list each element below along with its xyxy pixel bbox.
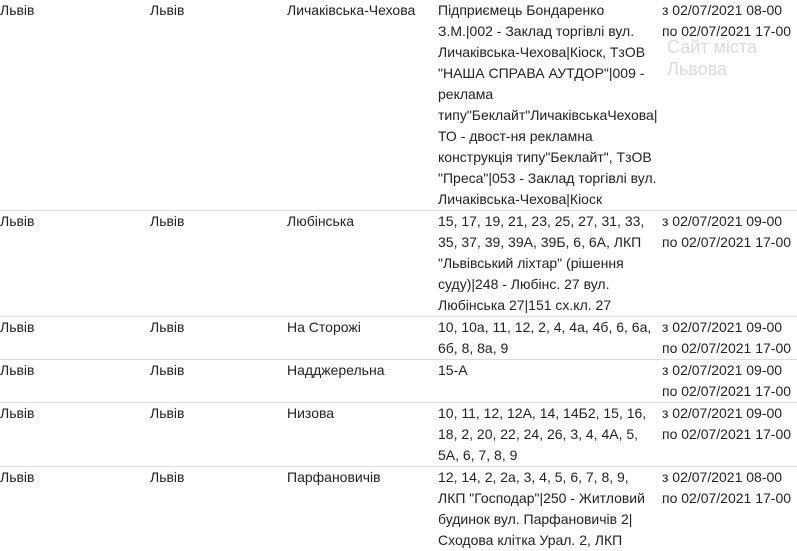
houses-line: Любінська 27|151 сх.кл. 27 <box>438 295 658 316</box>
city-cell: Львів <box>0 467 150 551</box>
time-cell <box>662 211 797 317</box>
time-cell <box>662 317 797 360</box>
time-end: по 02/07/2021 17-00 <box>662 232 797 253</box>
houses-cell <box>438 403 662 467</box>
houses-line: 6б, 8, 8а, 9 <box>438 338 658 359</box>
time-start: з 02/07/2021 08-00 <box>662 0 797 21</box>
houses-cell <box>438 0 662 211</box>
houses-line: будинок вул. Парфановичів 2| <box>438 509 658 530</box>
time-start: з 02/07/2021 09-00 <box>662 360 797 381</box>
time-start: з 02/07/2021 08-00 <box>662 467 797 488</box>
district-cell: Львів <box>150 211 287 317</box>
city-cell: Львів <box>0 211 150 317</box>
houses-line: ЛКП "Господар"|250 - Житловий <box>438 488 658 509</box>
table-row <box>0 317 797 360</box>
houses-line: 15-А <box>438 360 658 381</box>
city-cell: Львів <box>0 0 150 211</box>
time-cell <box>662 0 797 211</box>
houses-cell <box>438 467 662 551</box>
watermark-line-1: Сайт міста <box>667 36 757 58</box>
watermark-line-2: Львова <box>667 58 757 80</box>
houses-cell <box>438 211 662 317</box>
houses-line: "НАША СПРАВА АУТДОР"|009 - <box>438 63 658 84</box>
district-cell: Львів <box>150 467 287 551</box>
time-start: з 02/07/2021 09-00 <box>662 211 797 232</box>
time-start: з 02/07/2021 09-00 <box>662 403 797 424</box>
time-end: по 02/07/2021 17-00 <box>662 381 797 402</box>
time-end: по 02/07/2021 17-00 <box>662 338 797 359</box>
district-cell: Львів <box>150 0 287 211</box>
houses-line: 10, 10а, 11, 12, 2, 4, 4а, 4б, 6, 6а, <box>438 317 658 338</box>
houses-line: "Преса"|053 - Заклад торгівлі вул. <box>438 168 658 189</box>
time-end: по 02/07/2021 17-00 <box>662 21 797 42</box>
time-start: з 02/07/2021 09-00 <box>662 317 797 338</box>
time-end: по 02/07/2021 17-00 <box>662 424 797 445</box>
city-cell: Львів <box>0 317 150 360</box>
district-cell: Львів <box>150 360 287 403</box>
houses-line: Підприємець Бондаренко <box>438 0 658 21</box>
houses-line: Личаківська-Чехова|Кіоск, ТзОВ <box>438 42 658 63</box>
city-cell: Львів <box>0 360 150 403</box>
houses-line: 5А, 6, 7, 8, 9 <box>438 445 658 466</box>
street-cell: Личаківська-Чехова <box>287 0 438 211</box>
houses-line: 18, 2, 20, 22, 24, 26, 3, 4, 4А, 5, <box>438 424 658 445</box>
district-cell: Львів <box>150 317 287 360</box>
table-row <box>0 0 797 211</box>
street-cell: Надджерельна <box>287 360 438 403</box>
time-cell <box>662 467 797 551</box>
street-cell: Любінська <box>287 211 438 317</box>
street-cell: На Сторожі <box>287 317 438 360</box>
houses-line: З.М.|002 - Заклад торгівлі вул. <box>438 21 658 42</box>
houses-line: 35, 37, 39, 39А, 39Б, 6, 6А, ЛКП <box>438 232 658 253</box>
houses-line: конструкція типу"Беклайт", ТзОВ <box>438 147 658 168</box>
table-row <box>0 360 797 403</box>
houses-line: суду)|248 - Любінс. 27 вул. <box>438 274 658 295</box>
houses-line: Сходова клітка Урал. 2, ЛКП <box>438 530 658 551</box>
street-cell: Низова <box>287 403 438 467</box>
houses-cell <box>438 317 662 360</box>
houses-line: "Львівський ліхтар" (рішення <box>438 253 658 274</box>
district-cell: Львів <box>150 403 287 467</box>
table-row <box>0 467 797 551</box>
table-row <box>0 403 797 467</box>
time-cell <box>662 403 797 467</box>
houses-cell <box>438 360 662 403</box>
time-end: по 02/07/2021 17-00 <box>662 488 797 509</box>
houses-line: 15, 17, 19, 21, 23, 25, 27, 31, 33, <box>438 211 658 232</box>
street-cell: Парфановичів <box>287 467 438 551</box>
houses-line: реклама <box>438 84 658 105</box>
table-row <box>0 211 797 317</box>
time-cell <box>662 360 797 403</box>
city-cell: Львів <box>0 403 150 467</box>
houses-line: ТО - двост-ня рекламна <box>438 126 658 147</box>
houses-line: 10, 11, 12, 12А, 14, 14Б2, 15, 16, <box>438 403 658 424</box>
houses-line: типу"Беклайт"ЛичаківськаЧехова| <box>438 105 658 126</box>
houses-line: 12, 14, 2, 2а, 3, 4, 5, 6, 7, 8, 9, <box>438 467 658 488</box>
houses-line: Личаківська-Чехова|Кіоск <box>438 189 658 210</box>
